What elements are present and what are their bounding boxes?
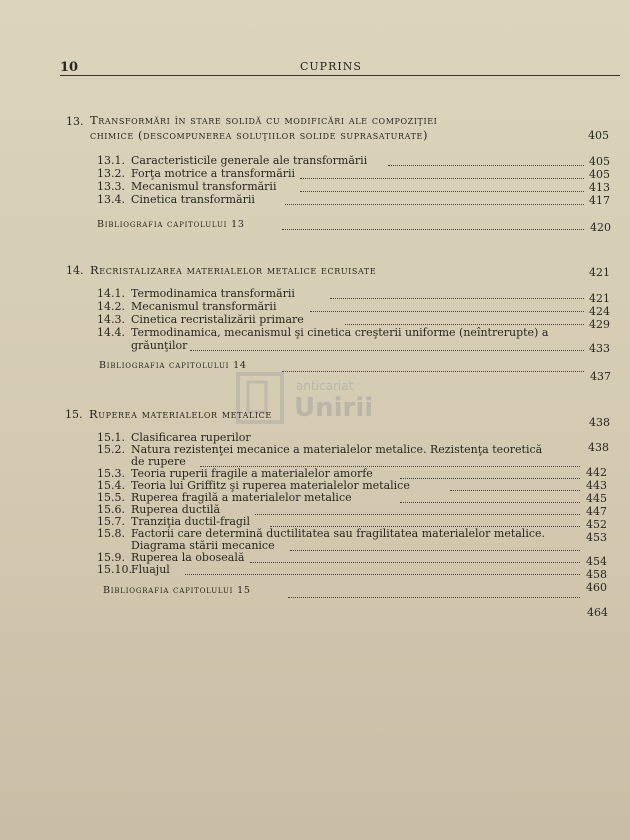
toc-15-10-title: Fluajul — [131, 563, 170, 576]
watermark-line2: Unirii — [294, 393, 374, 423]
leader-dots — [400, 477, 580, 479]
toc-13-3-title: Mecanismul transformării — [131, 180, 277, 193]
chapter-13-number: 13. — [66, 115, 84, 128]
toc-15-2-page: 442 — [586, 466, 607, 479]
toc-15-3-number: 15.3. — [97, 467, 125, 480]
toc-15-2-number: 15.2. — [97, 443, 125, 456]
chapter-15-number: 15. — [65, 408, 83, 421]
toc-15-3-page: 443 — [586, 479, 607, 492]
toc-14-2-page: 424 — [589, 305, 610, 318]
toc-15-8-title: Factorii care determină ductilitatea sau fragilitatea materialelor metalice. — [131, 527, 546, 540]
leader-dots — [285, 203, 584, 205]
toc-15-7-page: 453 — [586, 531, 607, 544]
toc-15-5-page: 447 — [586, 505, 607, 518]
toc-14-1-title: Termodinamica transformării — [131, 287, 295, 300]
header-rule — [60, 75, 620, 76]
toc-14-4-page: 433 — [589, 342, 610, 355]
toc-13-1-title: Caracteristicile generale ale transformării — [131, 154, 368, 167]
toc-14-2-number: 14.2. — [97, 300, 125, 313]
toc-15-8-title-cont: Diagrama stării mecanice — [131, 539, 275, 552]
toc-15-5-title: Ruperea fragilă a materialelor metalice — [131, 491, 352, 504]
toc-15-1-page: 438 — [588, 441, 609, 454]
chapter-14-title: Recristalizarea materialelor metalice ecruisate — [90, 263, 377, 277]
bibliography-13-page: 420 — [590, 221, 611, 234]
toc-15-7-title: Tranziţia ductil-fragil — [131, 515, 250, 528]
toc-15-9-page: 458 — [586, 568, 607, 581]
leader-dots — [255, 513, 580, 515]
chapter-15-title: Ruperea materialelor metalice — [89, 407, 272, 421]
toc-15-3-title: Teoria ruperii fragile a materialelor amorfe — [131, 467, 373, 480]
toc-15-1-title: Clasificarea ruperilor — [131, 431, 251, 444]
leader-dots — [300, 177, 584, 179]
toc-13-2-page: 405 — [589, 168, 610, 181]
page-number: 10 — [60, 60, 79, 75]
toc-14-1-number: 14.1. — [97, 287, 125, 300]
toc-14-4-title-cont: grăunţilor — [131, 339, 188, 352]
leader-dots — [282, 228, 584, 230]
leader-dots — [300, 190, 584, 192]
toc-14-1-page: 421 — [589, 292, 610, 305]
toc-15-4-page: 445 — [586, 492, 607, 505]
toc-15-10-number: 15.10. — [97, 563, 132, 576]
chapter-14-number: 14. — [66, 264, 84, 277]
chapter-13-page: 405 — [588, 129, 609, 142]
toc-13-4-page: 417 — [589, 194, 610, 207]
chapter-13-title-line1: Transformări în stare solidă cu modificări ale compoziţiei — [90, 113, 438, 127]
toc-15-6-title: Ruperea ductilă — [131, 503, 221, 516]
leader-dots — [400, 501, 580, 503]
running-header-title: CUPRINS — [300, 60, 362, 73]
toc-14-4-title: Termodinamica, mecanismul şi cinetica creşterii uniforme (neîntrerupte) a — [131, 326, 549, 339]
leader-dots — [250, 561, 580, 563]
leader-dots — [288, 596, 580, 598]
toc-14-3-title: Cinetica recristalizării primare — [131, 313, 304, 326]
bibliography-15-page: 464 — [587, 606, 608, 619]
toc-13-1-page: 405 — [589, 155, 610, 168]
toc-15-9-number: 15.9. — [97, 551, 125, 564]
toc-15-4-title: Teoria lui Griffitz şi ruperea materialelor metalice — [131, 479, 410, 492]
bibliography-14-page: 437 — [590, 370, 611, 383]
toc-15-4-number: 15.4. — [97, 479, 125, 492]
leader-dots — [190, 349, 584, 351]
toc-15-6-number: 15.6. — [97, 503, 125, 516]
bibliography-13: Bibliografia capitolului 13 — [97, 219, 245, 230]
toc-14-2-title: Mecanismul transformării — [131, 300, 277, 313]
toc-13-4-number: 13.4. — [97, 193, 125, 206]
leader-dots — [290, 549, 580, 551]
toc-13-3-page: 413 — [589, 181, 610, 194]
toc-13-2-title: Forţa motrice a transformării — [131, 167, 296, 180]
leader-dots — [345, 323, 584, 325]
toc-15-10-page: 460 — [586, 581, 607, 594]
leader-dots — [330, 297, 584, 299]
toc-15-7-number: 15.7. — [97, 515, 125, 528]
toc-14-4-number: 14.4. — [97, 326, 125, 339]
toc-13-2-number: 13.2. — [97, 167, 125, 180]
toc-15-5-number: 15.5. — [97, 491, 125, 504]
watermark-line1: anticariat — [296, 379, 354, 393]
chapter-14-page: 421 — [589, 266, 610, 279]
chapter-15-page: 438 — [589, 416, 610, 429]
toc-15-8-page: 454 — [586, 555, 607, 568]
toc-15-9-title: Ruperea la oboseală — [131, 551, 245, 564]
toc-15-1-number: 15.1. — [97, 431, 125, 444]
leader-dots — [388, 164, 584, 166]
leader-dots — [310, 310, 584, 312]
leader-dots — [185, 573, 580, 575]
toc-15-2-title-cont: de rupere — [131, 455, 186, 468]
toc-13-1-number: 13.1. — [97, 154, 125, 167]
toc-15-2-title: Natura rezistenţei mecanice a materialelor metalice. Rezistenţa teoretică — [131, 443, 543, 456]
bibliography-15: Bibliografia capitolului 15 — [103, 585, 251, 596]
toc-13-4-title: Cinetica transformării — [131, 193, 255, 206]
bibliography-14: Bibliografia capitolului 14 — [99, 360, 247, 371]
toc-14-3-page: 429 — [589, 318, 610, 331]
toc-14-3-number: 14.3. — [97, 313, 125, 326]
leader-dots — [450, 489, 580, 491]
chapter-13-title-line2: chimice (descompunerea soluţiilor solide suprasaturate) — [90, 128, 429, 142]
toc-13-3-number: 13.3. — [97, 180, 125, 193]
toc-15-6-page: 452 — [586, 518, 607, 531]
toc-15-8-number: 15.8. — [97, 527, 125, 540]
